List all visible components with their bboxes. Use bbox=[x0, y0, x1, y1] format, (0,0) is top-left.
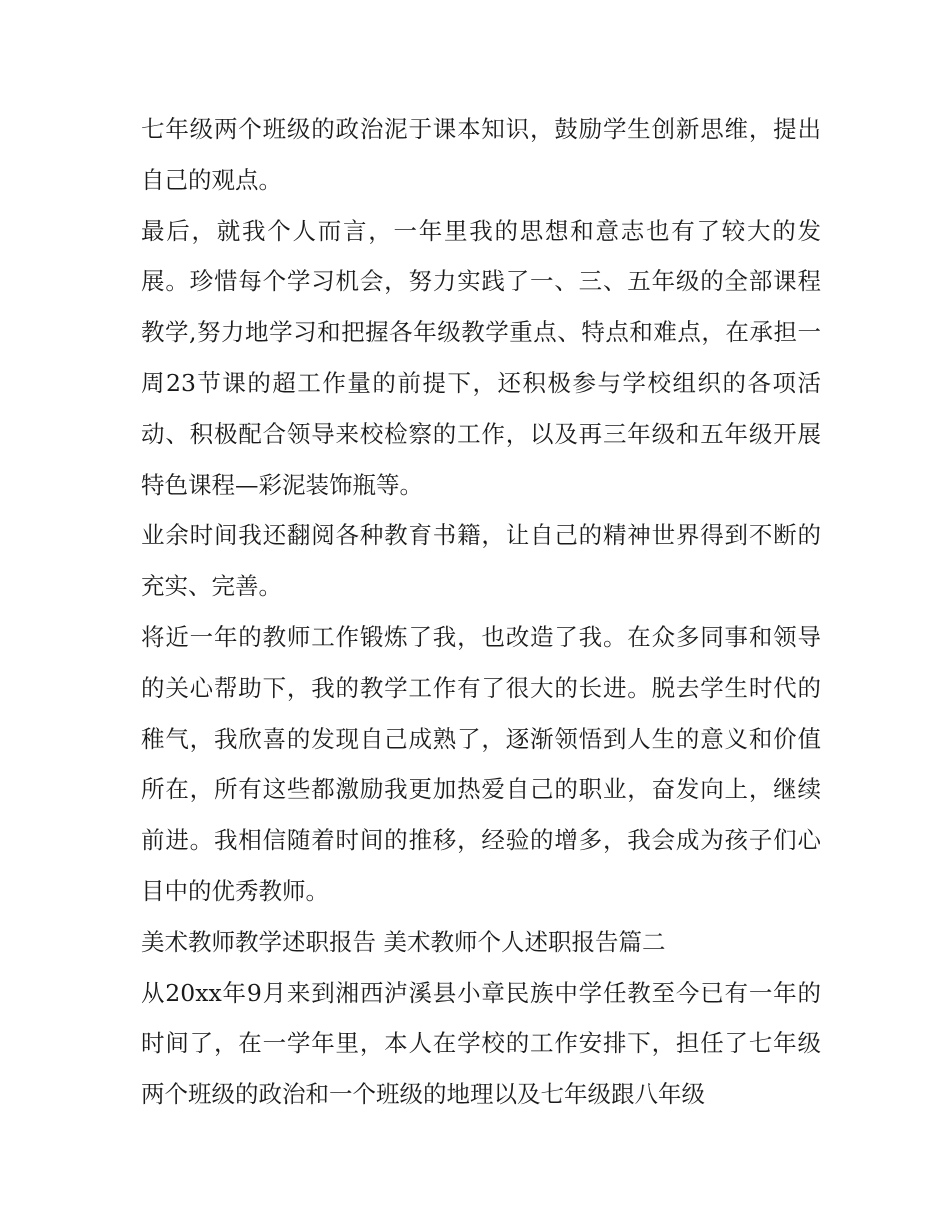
paragraph-3: 业余时间我还翻阅各种教育书籍，让自己的精神世界得到不断的充实、完善。 bbox=[141, 521, 821, 601]
section-heading: 美术教师教学述职报告 美术教师个人述职报告篇二 bbox=[141, 927, 666, 956]
section-paragraph: 从20xx年9月来到湘西泸溪县小章民族中学任教至今已有一年的时间了，在一学年里，本人在学校的工作安排下，担任了七年级两个班级的政治和一个班级的地理以及七年级跟八年级 bbox=[141, 978, 821, 1109]
paragraph-1: 七年级两个班级的政治泥于课本知识，鼓励学生创新思维，提出自己的观点。 bbox=[141, 115, 821, 194]
document-body bbox=[141, 104, 821, 1120]
paragraph-2: 最后，就我个人而言，一年里我的思想和意志也有了较大的发展。珍惜每个学习机会，努力实践了一、三、五年级的全部课程教学,努力地学习和把握各年级教学重点、特点和难点，在承担一周23节课的超工作量的前提下，还积极参与学校组织的各项活动、积极配合领导来校检察的工作，以及再三年级和五年级开展特色课程—彩泥装饰瓶等。 bbox=[141, 216, 821, 499]
paragraph-4: 将近一年的教师工作锻炼了我，也改造了我。在众多同事和领导的关心帮助下，我的教学工作有了很大的长进。脱去学生时代的稚气，我欣喜的发现自己成熟了，逐渐领悟到人生的意义和价值所在，所有这些都激励我更加热爱自己的职业，奋发向上，继续前进。我相信随着时间的推移，经验的增多，我会成为孩子们心目中的优秀教师。 bbox=[141, 622, 821, 905]
